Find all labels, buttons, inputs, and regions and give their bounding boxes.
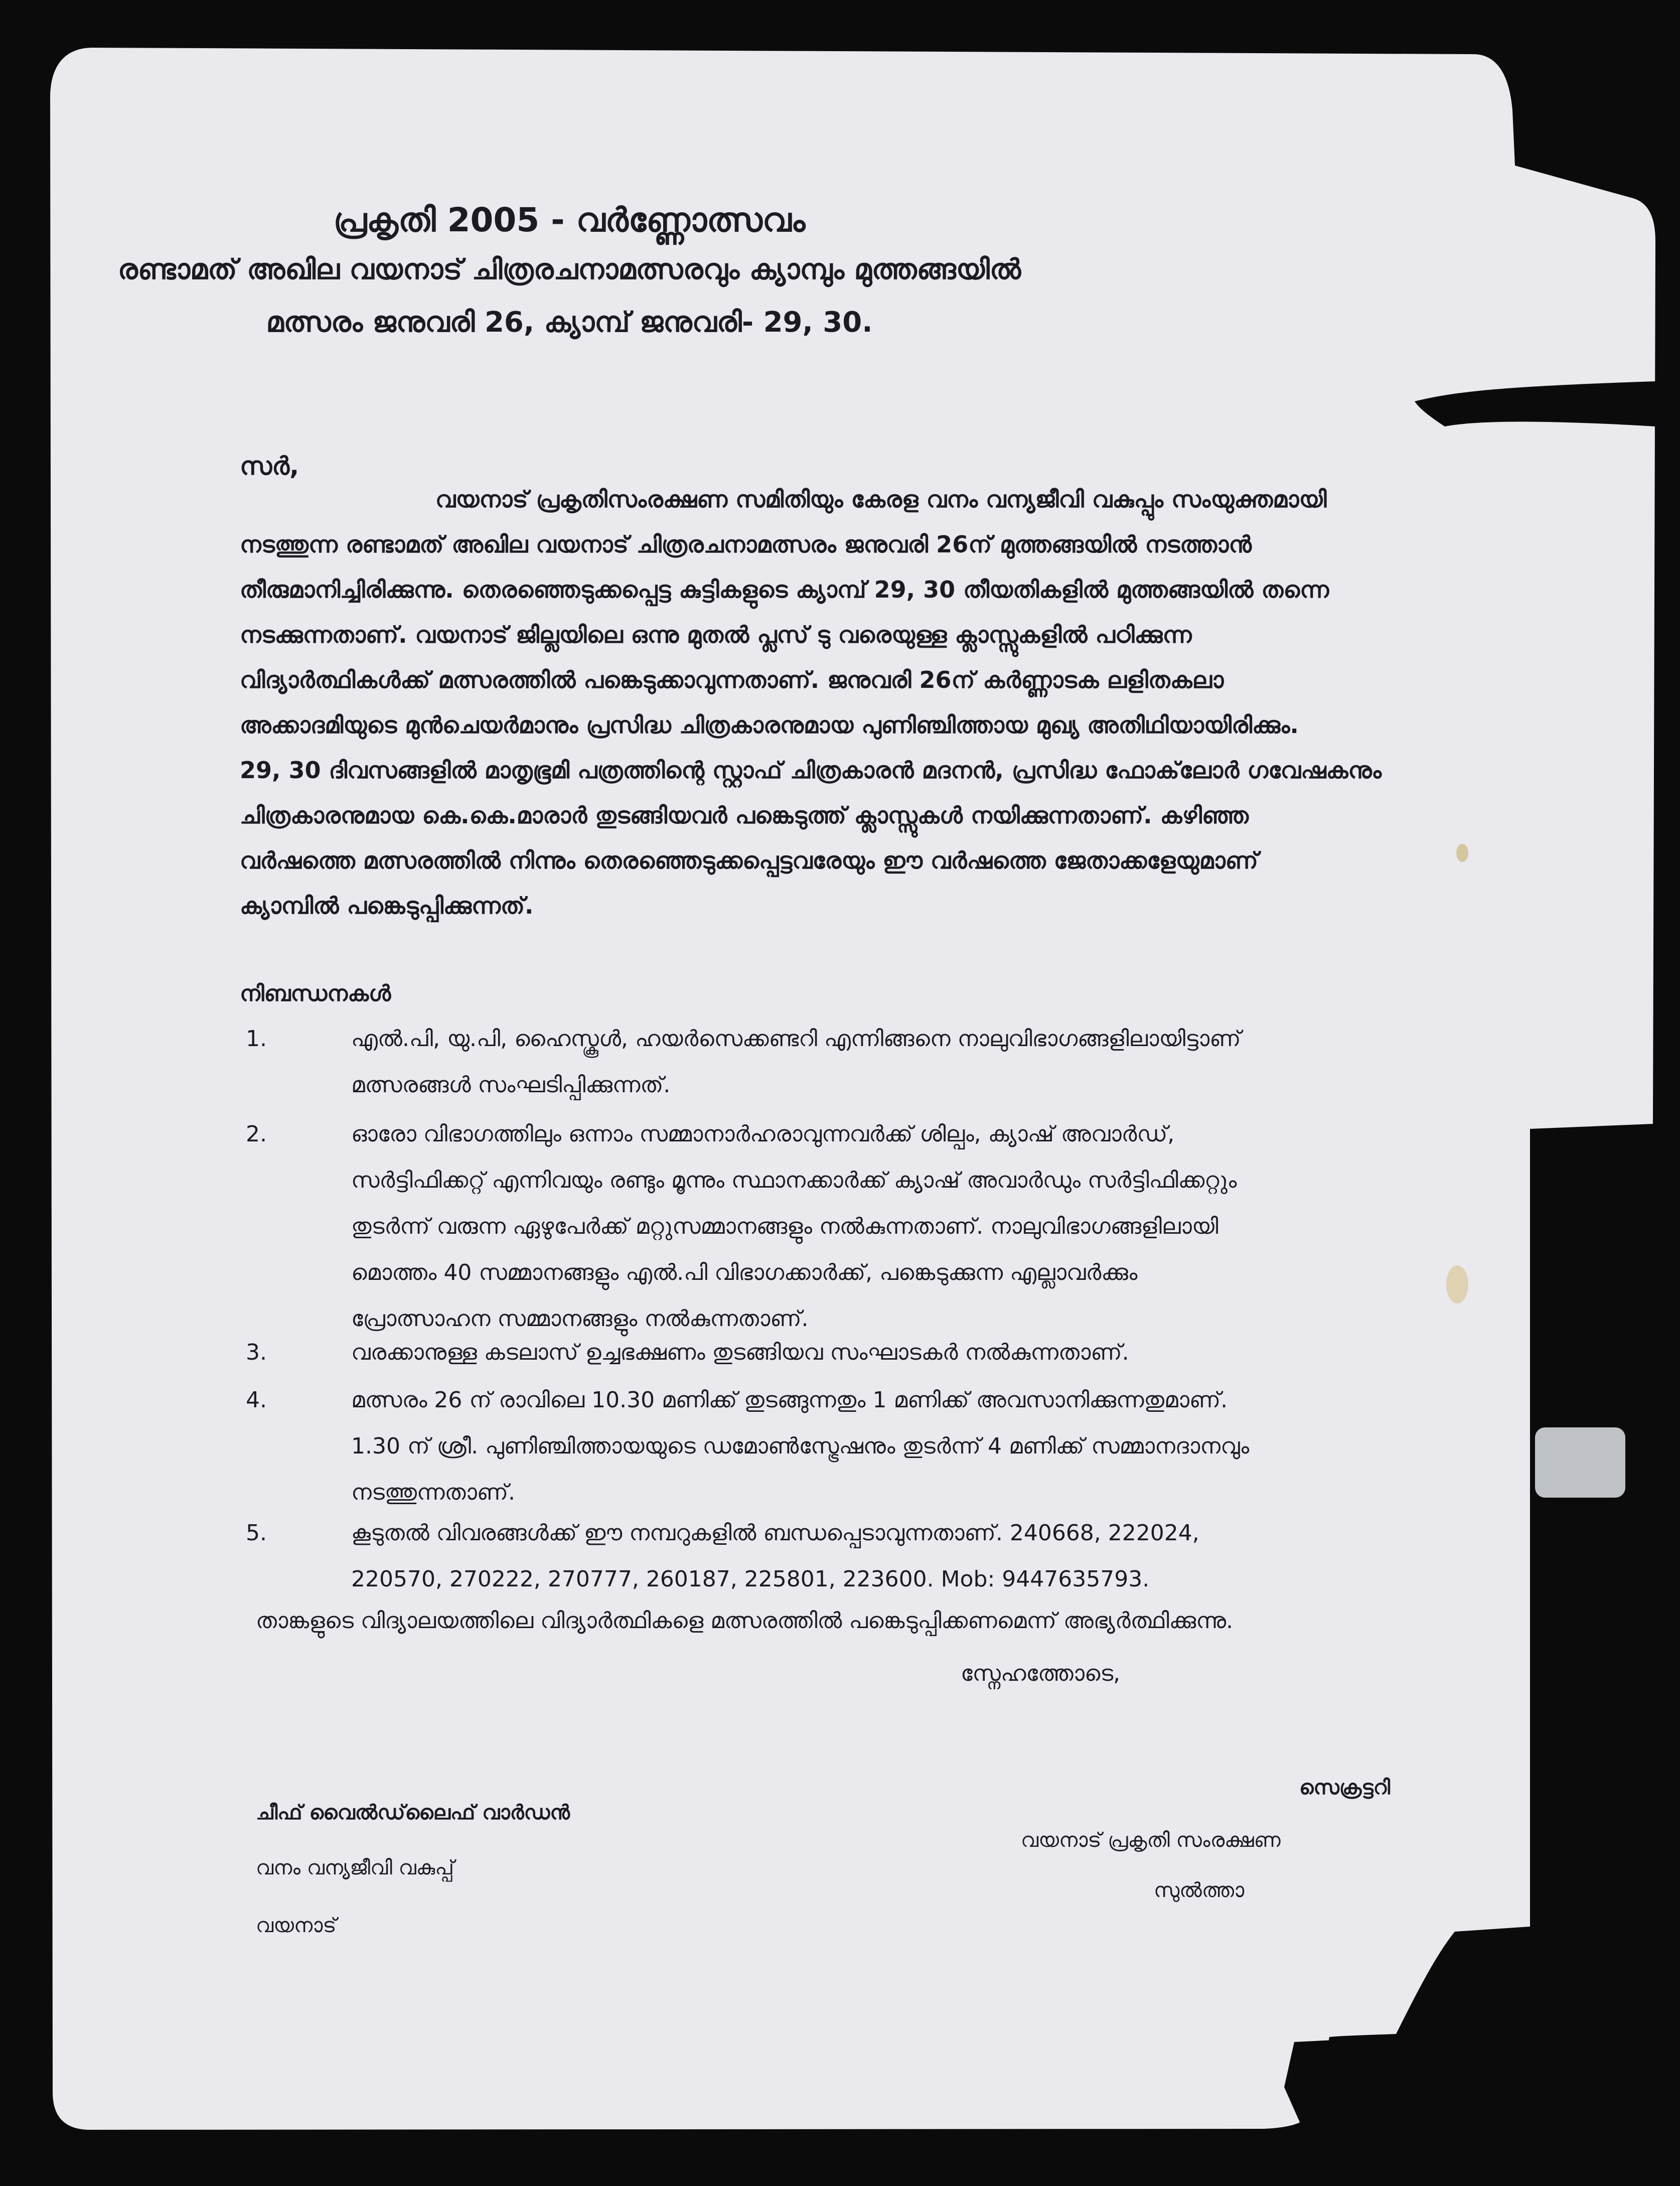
condition-text [351,1510,1199,1602]
condition-line: എൽ.പി, യു.പി, ഹൈസ്കൂൾ, ഹയർസെക്കണ്ടറി എന്നിങ്ങനെ നാലുവിഭാഗങ്ങളിലായിട്ടാണ് [351,1026,1241,1052]
condition-line: 1.30 ന് ശ്രീ. പുണിഞ്ചിത്തായയുടെ ഡമോൺസ്ട്രേഷനും തുടർന്ന് 4 മണിക്ക് സമ്മാനദാനവും [351,1433,1250,1459]
body-line: ക്യാമ്പിൽ പങ്കെടുപ്പിക്കുന്നത്. [240,892,534,919]
body-line: തീരുമാനിച്ചിരിക്കുന്നു. തെരഞ്ഞെടുക്കപ്പെട്ട കുട്ടികളുടെ ക്യാമ്പ് 29, 30 തീയതികളിൽ മുത്തങ്ങയിൽ തന്നെ [240,576,1329,603]
condition-number: 2. [246,1121,267,1147]
condition-text [351,1377,1249,1516]
signatory-left-dept: വനം വന്യജീവി വകുപ്പ് [256,1856,454,1879]
signatory-right-org: വയനാട് പ്രകൃതി സംരക്ഷണ [1021,1829,1281,1852]
condition-line: സർട്ടിഫിക്കറ്റ് എന്നിവയും രണ്ടും മൂന്നും സ്ഥാനക്കാർക്ക് ക്യാഷ് അവാർഡും സർട്ടിഫിക്കറ്റും [351,1168,1237,1193]
regards: സ്നേഹത്തോടെ, [961,1661,1121,1686]
closing-request: താങ്കളുടെ വിദ്യാലയത്തിലെ വിദ്യാർത്ഥികളെ മത്സരത്തിൽ പങ്കെടുപ്പിക്കണമെന്ന് അഭ്യർത്ഥിക്കുന്നു. [256,1608,1234,1634]
signatory-left-place: വയനാട് [256,1914,337,1937]
condition-line: മൊത്തം 40 സമ്മാനങ്ങളും എൽ.പി വിഭാഗക്കാർക്ക്, പങ്കെടുക്കുന്ന എല്ലാവർക്കും [351,1260,1138,1285]
event-dates: മത്സരം ജനുവരി 26, ക്യാമ്പ് ജനുവരി- 29, 30. [266,306,873,339]
signatory-right-title: സെക്രട്ടറി [1299,1776,1391,1799]
condition-number: 4. [246,1387,267,1413]
body-line: 29, 30 ദിവസങ്ങളിൽ മാതൃഭൂമി പത്രത്തിന്റെ സ്റ്റാഫ് ചിത്രകാരൻ മദനൻ, പ്രസിദ്ധ ഫോക്‌ലോർ ഗവേഷകനും [240,757,1382,784]
body-line: അക്കാദമിയുടെ മുൻചെയർമാനും പ്രസിദ്ധ ചിത്രകാരനുമായ പുണിഞ്ചിത്തായ മുഖ്യ അതിഥിയായിരിക്കും. [240,711,1299,739]
body-line: നടക്കുന്നതാണ്. വയനാട് ജില്ലയിലെ ഒന്നു മുതൽ പ്ലസ് ടു വരെയുള്ള ക്ലാസ്സുകളിൽ പഠിക്കുന്ന [240,621,1192,648]
body-line: വിദ്യാർത്ഥികൾക്ക് മത്സരത്തിൽ പങ്കെടുക്കാവുന്നതാണ്. ജനുവരി 26ന് കർണ്ണാടക ലളിതകലാ [240,666,1224,693]
conditions-heading: നിബന്ധനകൾ [240,981,391,1006]
body-paragraph [240,477,1444,928]
condition-line: 220570, 270222, 270777, 260187, 225801, 223600. Mob: 9447635793. [351,1566,1150,1592]
signatory-left-title: ചീഫ് വൈൽഡ്‌ലൈഫ് വാർഡൻ [256,1801,570,1824]
signatory-right-place: സുൽത്താ [1154,1879,1245,1902]
condition-line: കൂടുതൽ വിവരങ്ങൾക്ക് ഈ നമ്പറുകളിൽ ബന്ധപ്പെടാവുന്നതാണ്. 240668, 222024, [351,1520,1199,1546]
condition-text [351,1111,1237,1342]
salutation: സർ, [240,452,299,481]
condition-line: നടത്തുന്നതാണ്. [351,1480,516,1505]
condition-number: 1. [246,1026,267,1052]
condition-line: പ്രോത്സാഹന സമ്മാനങ്ങളും നൽകുന്നതാണ്. [351,1306,809,1332]
condition-number: 5. [246,1520,267,1546]
condition-line: വരക്കാനുള്ള കടലാസ് ഉച്ചഭക്ഷണം തുടങ്ങിയവ സംഘാടകർ നൽകുന്നതാണ്. [351,1340,1129,1365]
body-line: ചിത്രകാരനുമായ കെ.കെ.മാരാർ തുടങ്ങിയവർ പങ്കെടുത്ത് ക്ലാസ്സുകൾ നയിക്കുന്നതാണ്. കഴിഞ്ഞ [240,802,1249,829]
condition-number: 3. [246,1340,267,1365]
condition-line: ഓരോ വിഭാഗത്തിലും ഒന്നാം സമ്മാനാർഹരാവുന്നവർക്ക് ശില്പം, ക്യാഷ് അവാർഡ്, [351,1121,1175,1147]
body-line: നടത്തുന്ന രണ്ടാമത് അഖില വയനാട് ചിത്രരചനാമത്സരം ജനുവരി 26ന് മുത്തങ്ങയിൽ നടത്താൻ [240,531,1252,558]
body-line: വയനാട് പ്രകൃതിസംരക്ഷണ സമിതിയും കേരള വനം വന്യജീവി വകുപ്പും സംയുക്തമായി [435,486,1327,513]
page-title: പ്രകൃതി 2005 - വർണ്ണോത്സവം [333,201,806,239]
condition-line: മത്സരങ്ങൾ സംഘടിപ്പിക്കുന്നത്. [351,1072,671,1098]
condition-line: മത്സരം 26 ന് രാവിലെ 10.30 മണിക്ക് തുടങ്ങുന്നതും 1 മണിക്ക് അവസാനിക്കുന്നതുമാണ്. [351,1387,1228,1413]
condition-text [351,1016,1241,1108]
body-line: വർഷത്തെ മത്സരത്തിൽ നിന്നും തെരഞ്ഞെടുക്കപ്പെട്ടവരേയും ഈ വർഷത്തെ ജേതാക്കളേയുമാണ് [240,847,1258,874]
condition-line: തുടർന്ന് വരുന്ന ഏഴുപേർക്ക് മറ്റുസമ്മാനങ്ങളും നൽകുന്നതാണ്. നാലുവിഭാഗങ്ങളിലായി [351,1214,1218,1239]
page-subtitle: രണ്ടാമത് അഖില വയനാട് ചിത്രരചനാമത്സരവും ക്യാമ്പും മുത്തങ്ങയിൽ [117,253,1021,286]
condition-text [351,1330,1129,1376]
